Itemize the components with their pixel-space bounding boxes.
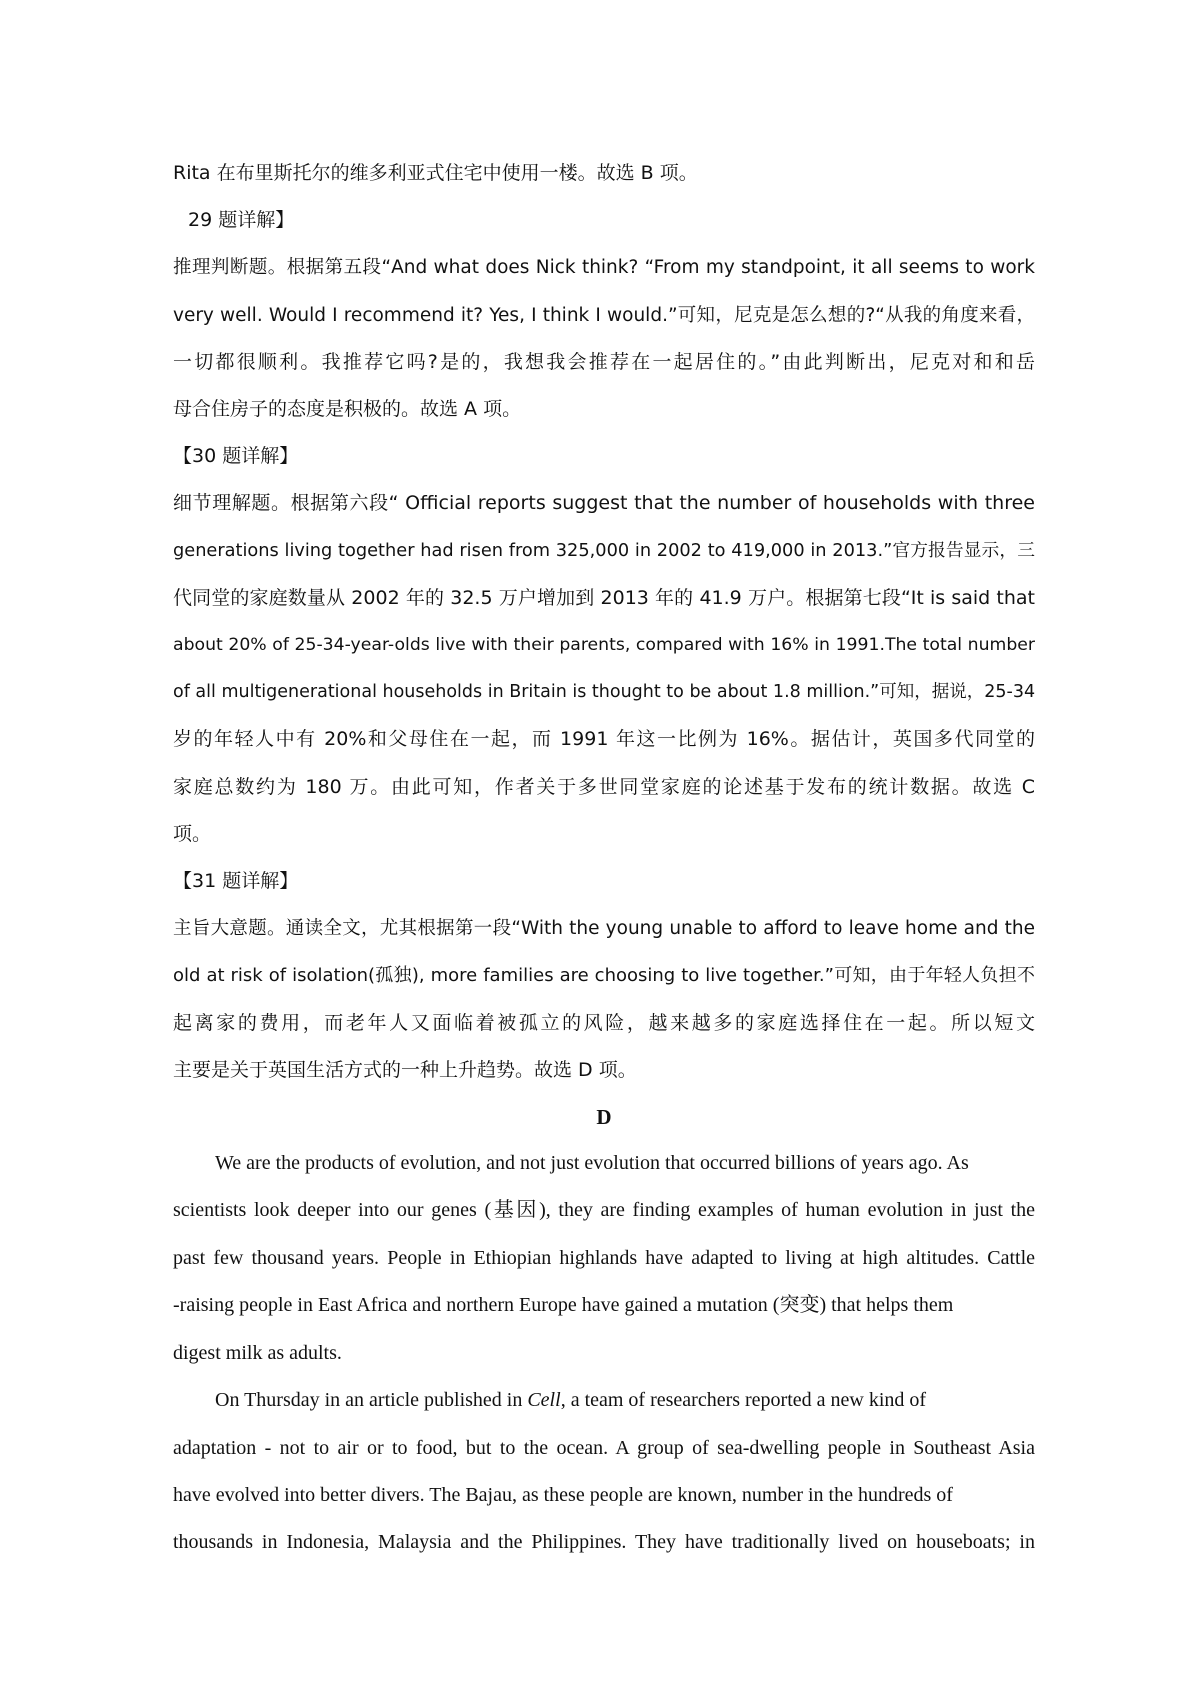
- q30-text-line: 家庭总数约为 180 万。由此可知，作者关于多世同堂家庭的论述基于发布的统计数据。故选 C: [173, 775, 1035, 798]
- q30-text-line: about 20% of 25-34-year-olds live with their parents, compared with 16% in 1991.The total number: [173, 635, 1035, 656]
- q29-text-line: very well. Would I recommend it? Yes, I think I would.”可知，尼克是怎么想的?“从我的角度来看，: [173, 304, 1035, 326]
- q31-text-line: 主要是关于英国生活方式的一种上升趋势。故选 D 项。: [173, 1058, 637, 1081]
- passage-d-p1-line: past few thousand years. People in Ethiopian highlands have adapted to living at high altitudes. Cattle: [173, 1246, 1035, 1269]
- document-page: [173, 150, 1035, 1567]
- q31-heading: 【31 题详解】: [173, 870, 299, 893]
- q31-text-line: old at risk of isolation(孤独), more families are choosing to live together.”可知，由于年轻人负担不: [173, 965, 1035, 987]
- passage-d-p1-line: [173, 1140, 1035, 1187]
- q30-text-line: 项。: [173, 822, 212, 845]
- q30-heading: 【30 题详解】: [173, 445, 299, 468]
- q30-text-line: 代同堂的家庭数量从 2002 年的 32.5 万户增加到 2013 年的 41.9 万户。根据第七段“It is said that: [173, 586, 1035, 609]
- passage-d-p2-text: On Thursday in an article published in: [215, 1389, 528, 1412]
- q30-text-line: 细节理解题。根据第六段“ Official reports suggest that the number of households with three: [173, 492, 1035, 515]
- passage-d-p2-line: thousands in Indonesia, Malaysia and the Philippines. They have traditionally lived on houseboats; in: [173, 1531, 1035, 1554]
- passage-d-letter: D: [596, 1105, 612, 1130]
- q29-heading: 29 题详解】: [188, 209, 295, 232]
- q29-text-line: 母合住房子的态度是积极的。故选 A 项。: [173, 398, 522, 421]
- passage-d-p2-line: have evolved into better divers. The Bajau, as these people are known, number in the hundreds of: [173, 1483, 953, 1506]
- q30-text-line: of all multigenerational households in Britain is thought to be about 1.8 million.”可知，据说，25-34: [173, 682, 1036, 703]
- passage-d-p2-line: adaptation - not to air or to food, but to the ocean. A group of sea-dwelling people in Southeast Asia: [173, 1436, 1035, 1459]
- passage-d-p1-line: scientists look deeper into our genes (基因), they are finding examples of human evolution in just the: [173, 1199, 1035, 1222]
- q31-text-line: 主旨大意题。通读全文，尤其根据第一段“With the young unable to afford to leave home and the: [173, 918, 1035, 940]
- passage-d-p1-text: We are the products of evolution, and not just evolution that occurred billions of years ago. As: [215, 1152, 969, 1175]
- q28-answer-tail: Rita 在布里斯托尔的维多利亚式住宅中使用一楼。故选 B 项。: [173, 162, 698, 184]
- journal-name: Cell: [527, 1389, 561, 1412]
- q30-text-line: 岁的年轻人中有 20%和父母住在一起，而 1991 年这一比例为 16%。据估计，英国多代同堂的: [173, 728, 1035, 751]
- passage-d-p1-line: -raising people in East Africa and northern Europe have gained a mutation (突变) that helps them: [173, 1294, 954, 1317]
- q30-text-line: generations living together had risen from 325,000 in 2002 to 419,000 in 2013.”官方报告显示，三: [173, 540, 1035, 561]
- passage-d-p2-text: , a team of researchers reported a new kind of: [560, 1389, 927, 1412]
- q29-text-line: 推理判断题。根据第五段“And what does Nick think? “From my standpoint, it all seems to work: [173, 257, 1035, 279]
- passage-d-p1-line: digest milk as adults.: [173, 1341, 342, 1364]
- q31-text-line: 起离家的费用，而老年人又面临着被孤立的风险，越来越多的家庭选择住在一起。所以短文: [173, 1011, 1035, 1034]
- passage-d-p2-line: [173, 1377, 1035, 1424]
- q29-text-line: 一切都很顺利。我推荐它吗?是的，我想我会推荐在一起居住的。”由此判断出，尼克对和和岳: [173, 350, 1035, 373]
